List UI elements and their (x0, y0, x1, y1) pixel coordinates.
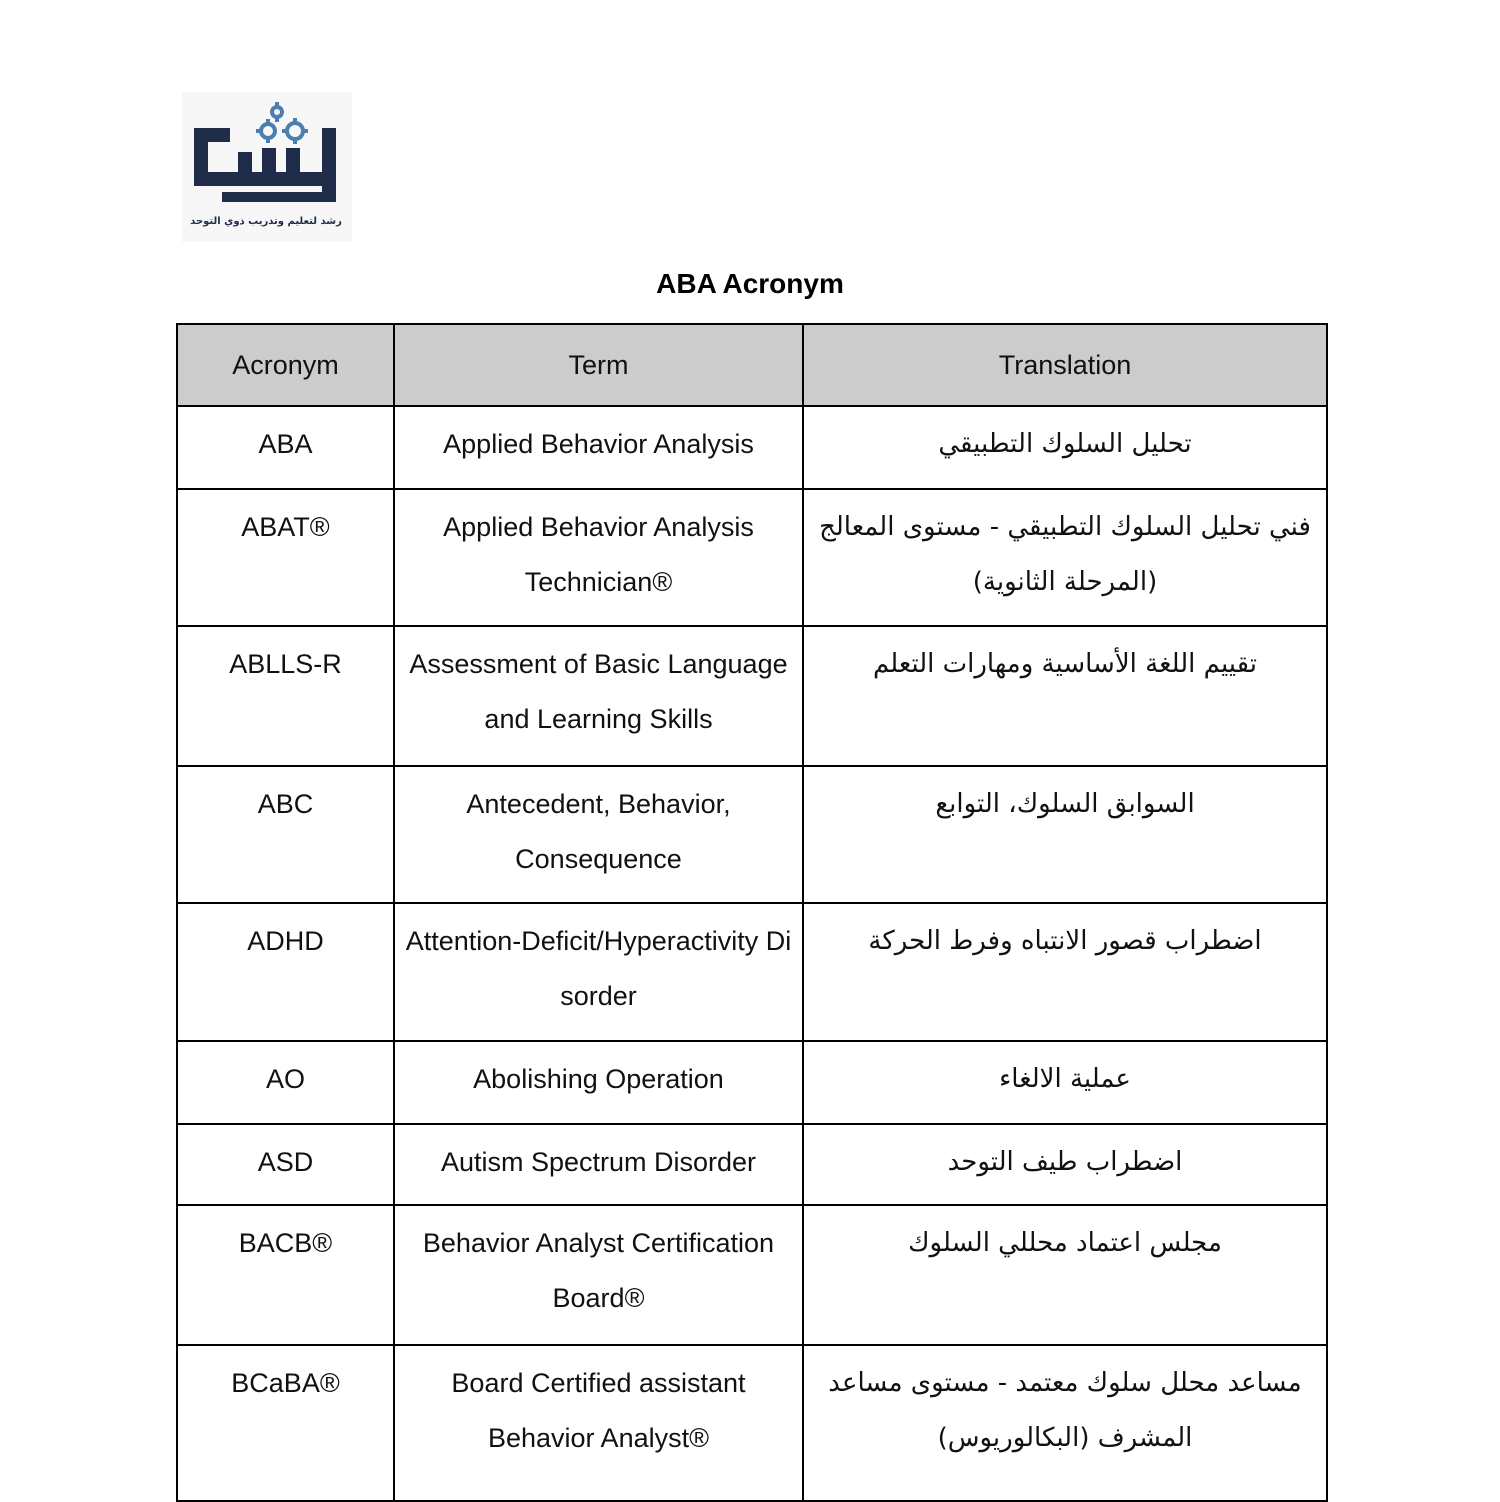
term-cell: Attention-Deficit/Hyperactivity Disorder (394, 903, 803, 1041)
acronym-cell: BCaBA® (177, 1345, 394, 1501)
table-row (177, 1345, 1327, 1501)
term-cell: Autism Spectrum Disorder (394, 1124, 803, 1205)
translation-cell: تقييم اللغة الأساسية ومهارات التعلم (803, 626, 1327, 766)
table-row (177, 766, 1327, 903)
translation-cell: تحليل السلوك التطبيقي (803, 406, 1327, 489)
column-header-translation: Translation (803, 324, 1327, 406)
page-title: ABA Acronym (656, 268, 844, 299)
translation-cell: عملية الالغاء (803, 1041, 1327, 1124)
translation-cell: السوابق السلوك، التوابع (803, 766, 1327, 903)
table-row (177, 1041, 1327, 1124)
term-cell: Assessment of Basic Language and Learning Skills (394, 626, 803, 766)
acronym-cell: ABA (177, 406, 394, 489)
table-row (177, 626, 1327, 766)
acronym-cell: BACB® (177, 1205, 394, 1345)
acronym-cell: ADHD (177, 903, 394, 1041)
term-cell: Applied Behavior Analysis Technician® (394, 489, 803, 626)
translation-cell: فني تحليل السلوك التطبيقي - مستوى المعالج (المرحلة الثانوية) (803, 489, 1327, 626)
translation-cell: اضطراب طيف التوحد (803, 1124, 1327, 1205)
acronym-table (176, 323, 1328, 1502)
term-cell: Behavior Analyst Certification Board® (394, 1205, 803, 1345)
translation-cell: مساعد محلل سلوك معتمد - مستوى مساعد المشرف (البكالوريوس) (803, 1345, 1327, 1501)
table-row (177, 1124, 1327, 1205)
logo-caption: رشد لتعليم وتدريب ذوي التوحد (190, 216, 342, 227)
column-header-acronym: Acronym (177, 324, 394, 406)
acronym-cell: ABC (177, 766, 394, 903)
acronym-cell: ASD (177, 1124, 394, 1205)
term-cell: Applied Behavior Analysis (394, 406, 803, 489)
translation-cell: مجلس اعتماد محللي السلوك (803, 1205, 1327, 1345)
column-header-term: Term (394, 324, 803, 406)
term-cell: Antecedent, Behavior, Consequence (394, 766, 803, 903)
table-row (177, 406, 1327, 489)
table-header-row (177, 324, 1327, 406)
acronym-cell: AO (177, 1041, 394, 1124)
table-row (177, 489, 1327, 626)
table-row (177, 903, 1327, 1041)
term-cell: Abolishing Operation (394, 1041, 803, 1124)
table-row (177, 1205, 1327, 1345)
acronym-cell: ABAT® (177, 489, 394, 626)
term-cell: Board Certified assistant Behavior Analyst® (394, 1345, 803, 1501)
acronym-cell: ABLLS-R (177, 626, 394, 766)
organization-logo (182, 92, 352, 242)
translation-cell: اضطراب قصور الانتباه وفرط الحركة (803, 903, 1327, 1041)
